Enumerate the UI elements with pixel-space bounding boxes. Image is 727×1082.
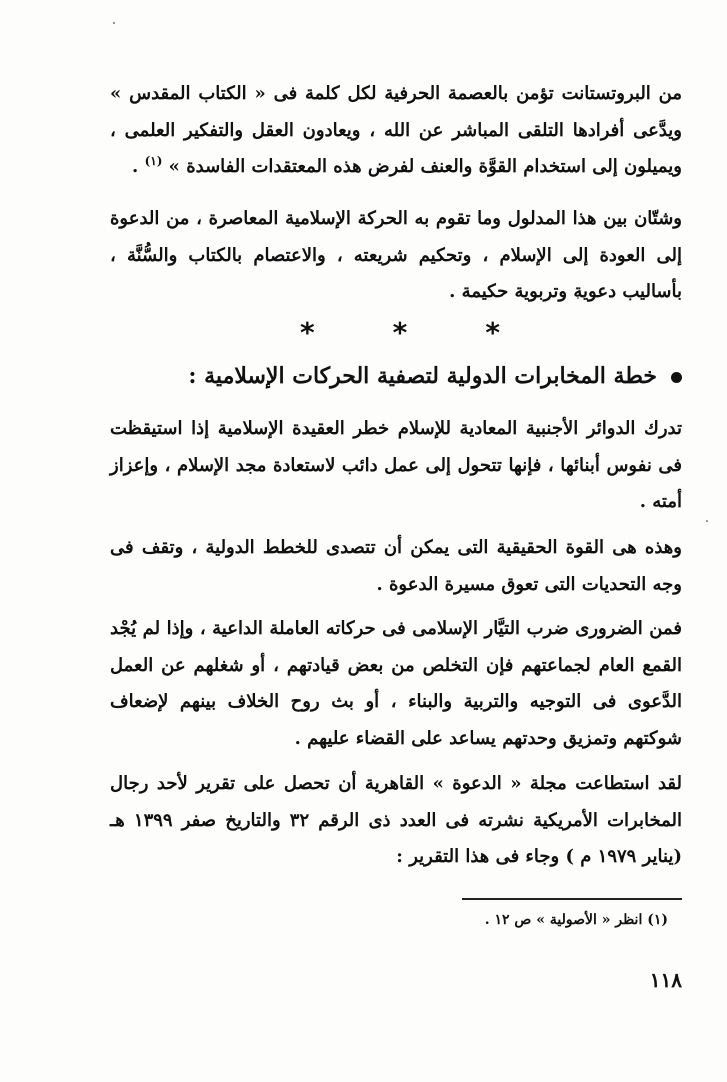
paragraph: وهذه هى القوة الحقيقية التى يمكن أن تتصدى للخطط الدولية ، وتقف فى وجه التحديات التى تعوق مسيرة الدعوة . [110, 537, 682, 595]
heading-text: خطة المخابرات الدولية لتصفية الحركات الإسلامية : [188, 363, 657, 389]
paragraph-block-3 [110, 411, 682, 521]
paragraph [110, 76, 682, 186]
bullet-icon [671, 372, 682, 383]
paragraph: لقد استطاعت مجلة « الدعوة » القاهرية أن تحصل على تقرير لأحد رجال المخابرات الأمريكية نشرته فى العدد ذى الرقم ٣٢ والتاريخ صفر ١٣٩٩ هـ (يناير ١٩٧٩ م ) وجاء فى هذا التقرير : [110, 773, 682, 867]
separator-star: * [300, 316, 315, 349]
separator-star: * [392, 316, 408, 349]
paragraph-block-1 [110, 76, 682, 186]
paragraph: تدرك الدوائر الأجنبية المعادية للإسلام خطر العقيدة الإسلامية إذا استيقظت فى نفوس أبنائها ، فإنها تتحول إلى عمل دائب لاستعادة مجد الإسلام ، وإعزاز أمته . [110, 418, 682, 512]
paper-speck [113, 22, 115, 24]
footnote-reference: (١) [144, 154, 163, 168]
paragraph-text-tail: . [132, 156, 145, 177]
paragraph-block-4 [110, 530, 682, 603]
paragraph-block-6 [110, 766, 682, 876]
section-separator [300, 316, 500, 349]
paragraph-block-5 [110, 611, 682, 757]
paragraph-block-2 [110, 201, 682, 311]
page-number: ١١٨ [649, 968, 682, 992]
separator-star: * [485, 316, 500, 349]
footnote-divider [462, 898, 682, 900]
paragraph-text: من البروتستانت تؤمن بالعصمة الحرفية لكل كلمة فى « الكتاب المقدس » ويدَّعى أفرادها التلقى المباشر عن الله ، ويعادون العقل والتفكير العلمى ، ويميلون إلى استخدام القوَّة والعنف لفرض هذه المعتقدات الفاسدة » [110, 83, 682, 177]
paper-speck [706, 520, 708, 522]
section-heading [180, 363, 682, 389]
paragraph: فمن الضرورى ضرب التيَّار الإسلامى فى حركاته العاملة الداعية ، وإذا لم يُجْد القمع العام لجماعتهم فإن التخلص من بعض قيادتهم ، أو شغلهم عن العمل الدَّعوى فى التوجيه والتربية والبناء ، أو بث روح الخلاف بينهم لإضعاف شوكتهم وتمزيق وحدتهم يساعد على القضاء عليهم . [110, 618, 682, 749]
paragraph: وشتّان بين هذا المدلول وما تقوم به الحركة الإسلامية المعاصرة ، من الدعوة إلى العودة إلى الإسلام ، وتحكيم شريعته ، والاعتصام بالكتاب والسُّنَّة ، بأساليب دعوية وتربوية حكيمة . [110, 208, 682, 302]
footnote: (١) انظر « الأصولية » ص ١٢ . [484, 912, 668, 928]
